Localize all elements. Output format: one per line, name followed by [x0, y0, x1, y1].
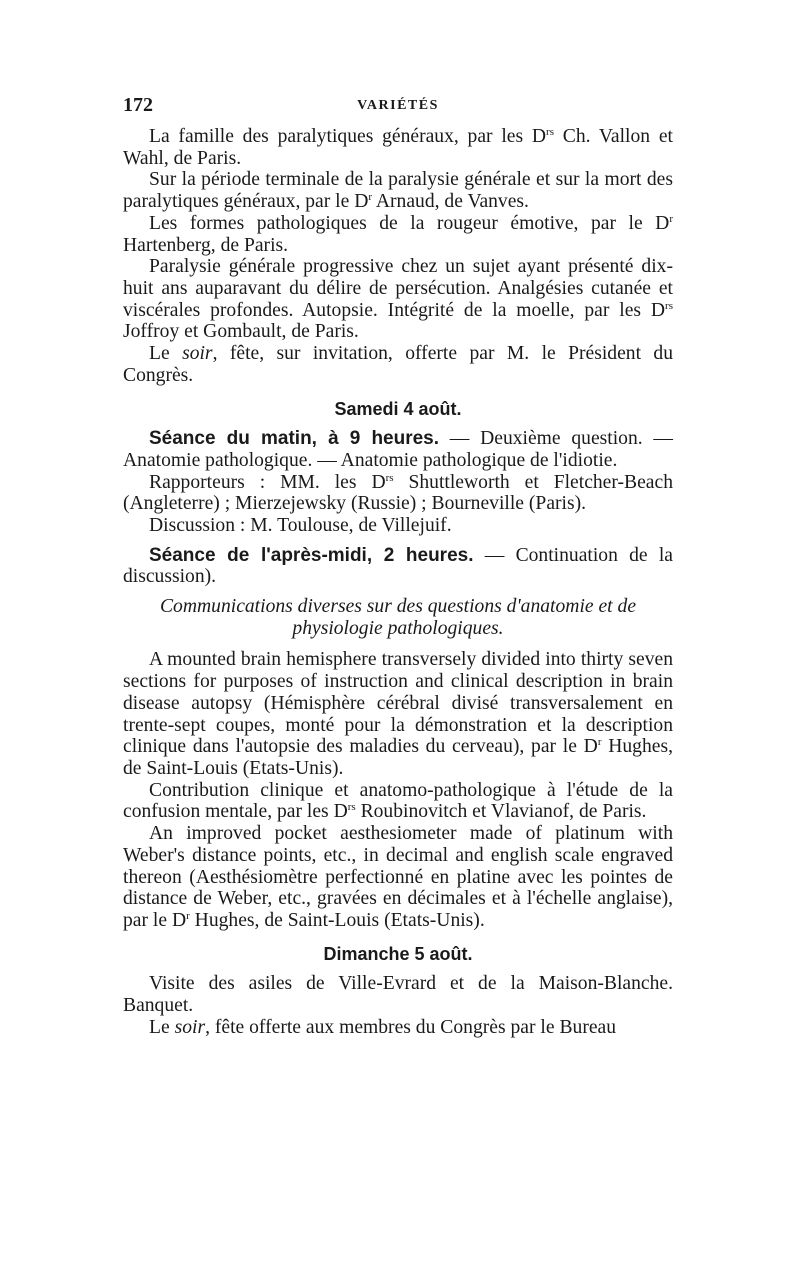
paragraph: Les formes pathologiques de la rougeur émotive, par le $D^r$ Hartenberg, de Paris. — [123, 212, 673, 256]
day-heading-saturday: Samedi 4 août. — [334, 399, 462, 420]
session-label: Séance de l'après-midi, 2 heures. — [149, 544, 474, 566]
body-text — [123, 126, 673, 1038]
paragraph: Rapporteurs : MM. les $D^{rs}$ Shuttleworth et Fletcher-Beach (Angleterre) ; Mierzejewsky (Russie) ; Bourneville (Paris). — [123, 471, 673, 515]
paragraph: Contribution clinique et anatomo-pathologique à l'étude de la confusion mentale, par les $D^{rs}$ Roubinovitch et Vlavianof, de Paris. — [123, 779, 673, 823]
paragraph: Visite des asiles de Ville-Evrard et de la Maison-Blanche. Banquet. — [123, 973, 673, 1017]
paragraph: Sur la période terminale de la paralysie générale et sur la mort des paralytiques généraux, par le $D^r$ Arnaud, de Vanves. — [123, 169, 673, 213]
day-heading-sunday: Dimanche 5 août. — [323, 943, 473, 964]
paragraph: A mounted brain hemisphere transversely divided into thirty seven sections for purposes of instruction and clinical description in brain disease autopsy (Hémisphère cérébral divisé transversalement en trente-sept coupes, monté pour la démonstration et la description clinique dans l'autopsie des maladies du cerveau), par le $D^r$ Hughes, de Saint-Louis (Etats-Unis). — [123, 649, 673, 779]
paragraph: Le soir, fête offerte aux membres du Congrès par le Bureau — [149, 1016, 617, 1038]
paragraph: Le soir, fête, sur invitation, offerte par M. le Président du Congrès. — [123, 343, 673, 386]
paragraph: Discussion : M. Toulouse, de Villejuif. — [149, 514, 452, 536]
session-label: Séance du matin, à 9 heures. — [149, 428, 440, 450]
paragraph: An improved pocket aesthesiometer made of platinum with Weber's distance points, etc., in decimal and english scale engraved thereon (Aesthésiomètre perfectionné en platine avec les pointes de distance de Weber, etc., gravées en décimales et à l'échelle anglaise), par le $D^r$ Hughes, de Saint-Louis (Etats-Unis). — [123, 823, 673, 931]
communications-title: Communications diverses sur des questions d'anatomie et de physiologie pathologiques. — [159, 596, 637, 639]
session-afternoon: Séance de l'après-midi, 2 heures. — Continuation de la discussion). — [123, 544, 673, 588]
page-number: 172 — [123, 94, 153, 116]
page-header — [123, 94, 673, 124]
session-morning: Séance du matin, à 9 heures. — Deuxième question. — Anatomie pathologique. — Anatomie pathologique de l'idiotie. — [123, 428, 673, 471]
running-title: VARIÉTÉS — [357, 98, 439, 113]
paragraph: Paralysie générale progressive chez un sujet ayant présenté dix-huit ans auparavant du délire de persécution. Analgésies cutanée et viscérales profondes. Autopsie. Intégrité de la moelle, par les $D^{rs}$ Joffroy et Gombault, de Paris. — [123, 256, 673, 343]
paragraph: La famille des paralytiques généraux, par les $D^{rs}$ Ch. Vallon et Wahl, de Paris. — [123, 126, 673, 169]
